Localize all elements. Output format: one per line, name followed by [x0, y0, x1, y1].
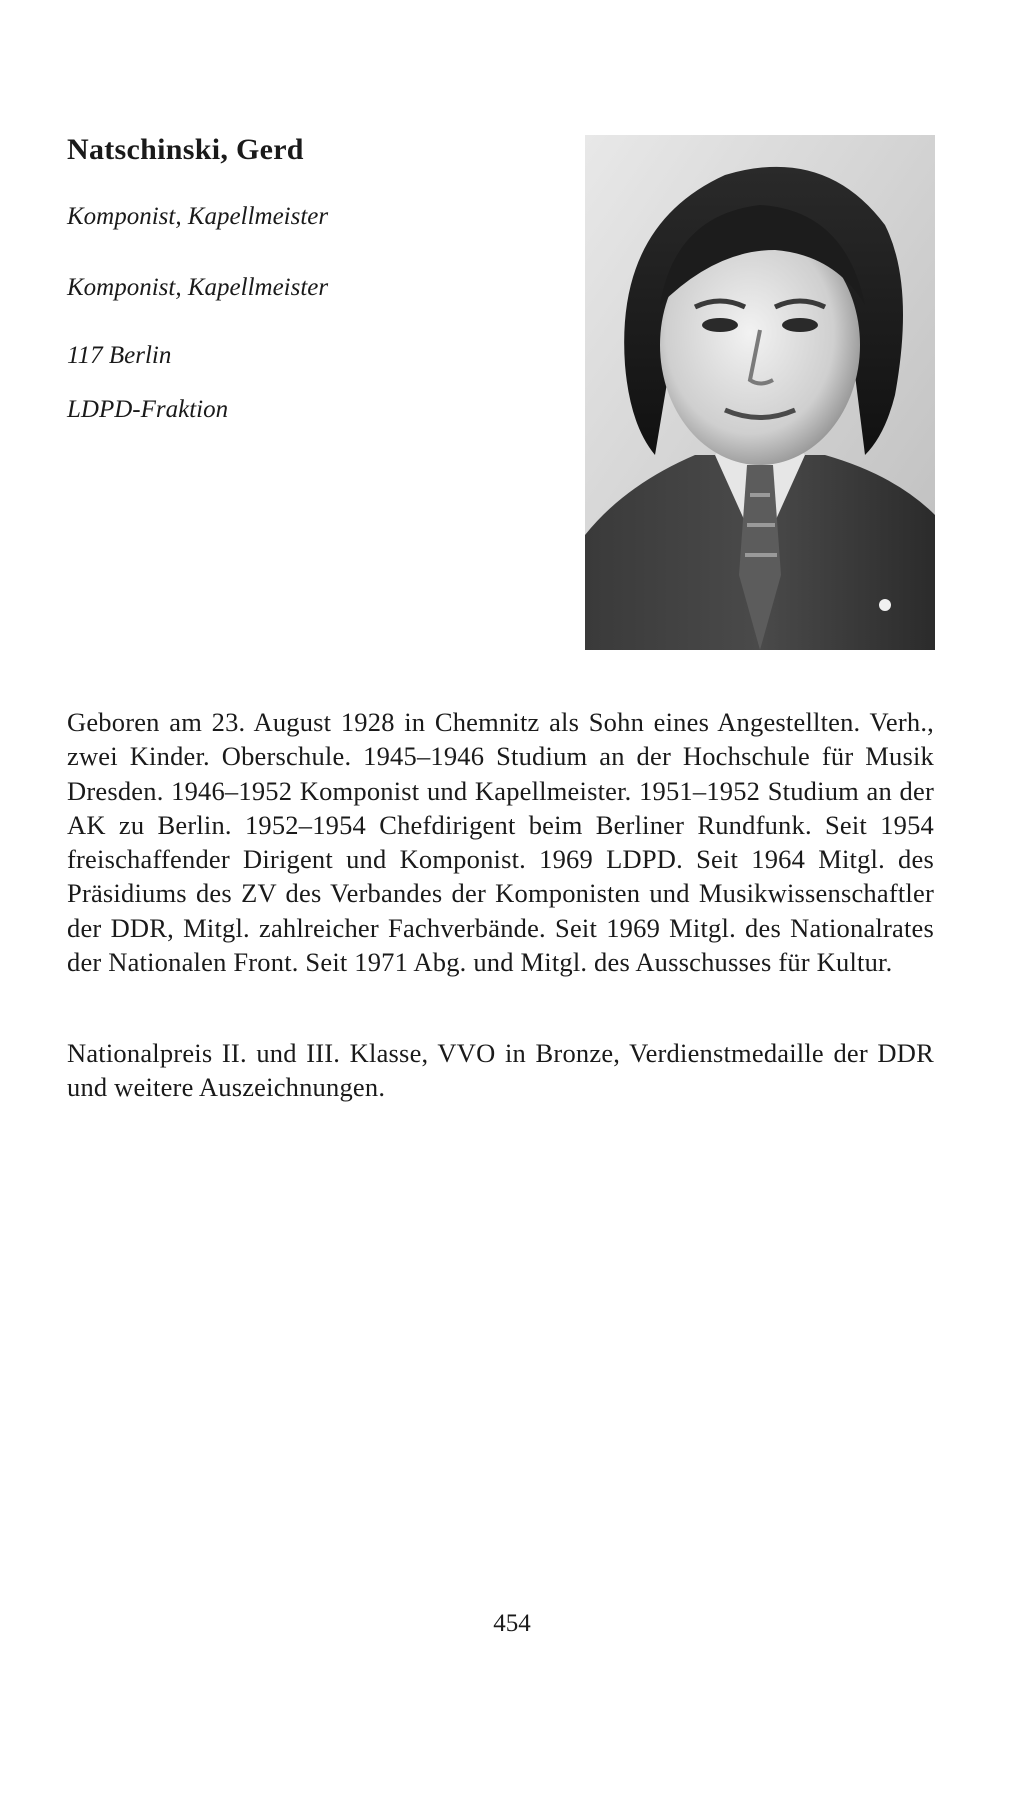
- lapel-pin: [879, 599, 891, 611]
- entry-profession: Komponist, Kapellmeister: [67, 274, 329, 301]
- right-eye: [782, 318, 818, 332]
- biography-text: Geboren am 23. August 1928 in Chemnitz als Sohn eines Angestellten. Verh., zwei Kinder. Oberschule. 1945–1946 Studium an der Hochschule für Musik Dresden. 1946–1952 Komponist und Kapellmeister. 1951–1952 Studium an der AK zu Berlin. 1952–1954 Chefdirigent beim Berliner Rundfunk. Seit 1954 freischaffender Dirigent und Komponist. 1969 LDPD. Seit 1964 Mitgl. des Präsidiums des ZV des Verbandes der Komponisten und Musikwissenschaftler der DDR, Mitgl. zahlreicher Fachverbände. Seit 1969 Mitgl. des Nationalrates der Nationalen Front. Seit 1971 Abg. und Mitgl. des Ausschusses für Kultur.: [67, 707, 934, 978]
- portrait-photo: [585, 135, 935, 650]
- entry-faction: LDPD-Fraktion: [67, 396, 229, 423]
- portrait-image: [585, 135, 935, 650]
- entry-occupation: Komponist, Kapellmeister: [67, 203, 329, 230]
- awards-text: Nationalpreis II. und III. Klasse, VVO in Bronze, Verdienstmedaille der DDR und weitere Auszeichnungen.: [67, 1038, 934, 1103]
- entry-name: Natschinski, Gerd: [67, 133, 304, 166]
- left-eye: [702, 318, 738, 332]
- page-number: 454: [493, 1610, 531, 1637]
- entry-city: 117 Berlin: [67, 342, 172, 369]
